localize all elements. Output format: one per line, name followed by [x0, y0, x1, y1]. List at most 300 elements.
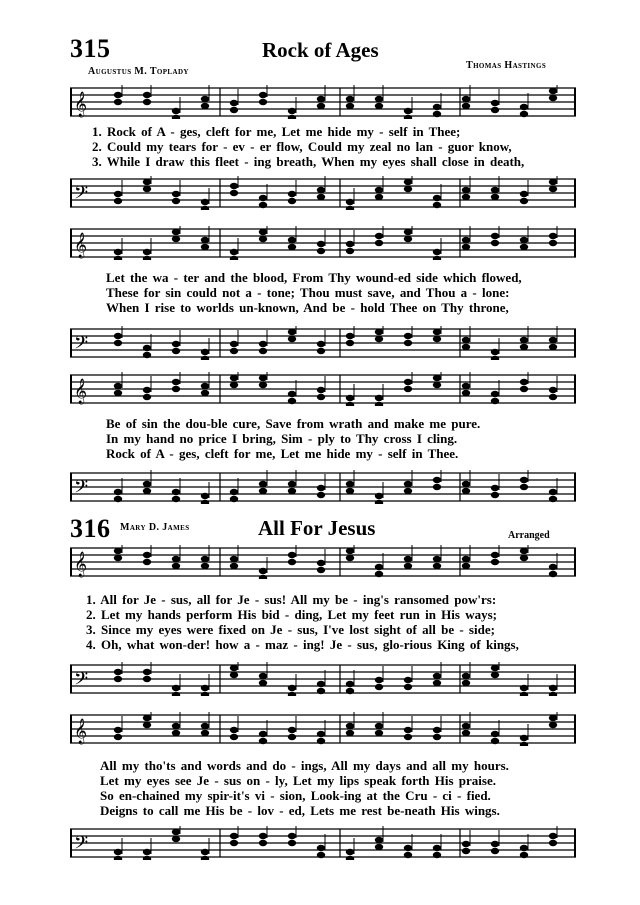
note-head — [201, 237, 209, 243]
note-head — [462, 103, 470, 109]
note-head — [462, 488, 470, 494]
bass-staff-315-1 — [70, 176, 576, 210]
note-head — [462, 680, 470, 686]
note-head — [201, 723, 209, 729]
note-head — [288, 488, 296, 494]
note-head — [143, 669, 151, 675]
note-head — [172, 723, 180, 729]
note-head — [549, 496, 557, 502]
note-head — [404, 727, 412, 733]
note-head — [172, 229, 180, 235]
note-head — [317, 248, 325, 254]
note-head — [201, 199, 209, 205]
note-head — [491, 391, 499, 397]
bass-staff-315-3 — [70, 470, 576, 504]
note-head — [114, 92, 122, 98]
note-head — [201, 244, 209, 250]
note-head — [317, 485, 325, 491]
hymn-title-316: All For Jesus — [258, 516, 376, 540]
note-head — [172, 836, 180, 842]
hymn-title-315: Rock of Ages — [262, 38, 379, 62]
note-head — [491, 559, 499, 565]
note-head — [259, 99, 267, 105]
note-head — [404, 734, 412, 740]
note-head — [114, 198, 122, 204]
note-head — [114, 734, 122, 740]
note-head — [404, 556, 412, 562]
note-head — [491, 848, 499, 854]
note-head — [346, 488, 354, 494]
note-head — [172, 829, 180, 835]
note-head — [520, 337, 528, 343]
note-head — [288, 244, 296, 250]
note-head — [520, 852, 528, 858]
note-head — [143, 849, 151, 855]
note-head — [288, 685, 296, 691]
note-head — [201, 390, 209, 396]
note-head — [346, 481, 354, 487]
note-head — [172, 341, 180, 347]
note-head — [491, 107, 499, 113]
treble-staff-315-1 — [70, 85, 576, 119]
note-head — [201, 493, 209, 499]
note-head — [259, 833, 267, 839]
note-head — [404, 684, 412, 690]
lyrics-315-1 — [92, 124, 524, 169]
note-head — [230, 563, 238, 569]
note-head — [404, 186, 412, 192]
note-head — [491, 492, 499, 498]
note-head — [230, 496, 238, 502]
hymn-number-316: 316 — [70, 514, 111, 543]
note-head — [433, 336, 441, 342]
note-head — [520, 111, 528, 117]
note-head — [259, 680, 267, 686]
note-head — [433, 563, 441, 569]
note-head — [433, 734, 441, 740]
note-head — [114, 333, 122, 339]
note-head — [230, 665, 238, 671]
note-head — [433, 680, 441, 686]
note-head — [317, 187, 325, 193]
lyric-line: In my hand no price I bring, Sim - ply to Thy cross I cling. — [106, 431, 458, 446]
note-head — [462, 723, 470, 729]
note-head — [317, 560, 325, 566]
lyrics-315-2 — [106, 270, 522, 315]
note-head — [462, 383, 470, 389]
note-head — [317, 96, 325, 102]
note-head — [549, 571, 557, 577]
note-head — [375, 329, 383, 335]
note-head — [433, 202, 441, 208]
note-head — [433, 484, 441, 490]
treble-staff-316-2 — [70, 712, 576, 746]
note-head — [114, 676, 122, 682]
note-head — [114, 340, 122, 346]
note-head — [375, 395, 383, 401]
lyrics-316-1 — [86, 592, 519, 652]
note-head — [404, 179, 412, 185]
note-head — [462, 344, 470, 350]
note-head — [375, 194, 383, 200]
note-head — [346, 248, 354, 254]
note-head — [520, 244, 528, 250]
note-head — [259, 488, 267, 494]
note-head — [259, 673, 267, 679]
note-head — [462, 96, 470, 102]
note-head — [288, 391, 296, 397]
note-head — [230, 489, 238, 495]
lyrics-316-2 — [100, 758, 509, 818]
note-head — [172, 379, 180, 385]
note-head — [520, 379, 528, 385]
note-head — [114, 489, 122, 495]
note-head — [201, 849, 209, 855]
clef-icon: 𝄞 — [74, 719, 88, 744]
note-head — [172, 198, 180, 204]
note-head — [375, 187, 383, 193]
clef-icon: 𝄞 — [74, 233, 88, 258]
note-head — [404, 236, 412, 242]
note-head — [288, 398, 296, 404]
note-head — [549, 240, 557, 246]
note-head — [491, 665, 499, 671]
note-head — [114, 383, 122, 389]
note-head — [375, 677, 383, 683]
note-head — [230, 341, 238, 347]
note-head — [375, 103, 383, 109]
note-head — [375, 233, 383, 239]
note-head — [317, 241, 325, 247]
note-head — [520, 685, 528, 691]
note-head — [114, 727, 122, 733]
note-head — [259, 738, 267, 744]
note-head — [114, 249, 122, 255]
note-head — [433, 727, 441, 733]
note-head — [288, 734, 296, 740]
note-head — [462, 337, 470, 343]
note-head — [375, 571, 383, 577]
note-head — [549, 840, 557, 846]
hymn-number-315: 315 — [70, 34, 111, 63]
bass-staff-315-2 — [70, 326, 576, 360]
note-head — [201, 349, 209, 355]
note-head — [520, 344, 528, 350]
note-head — [259, 382, 267, 388]
note-head — [317, 731, 325, 737]
note-head — [520, 104, 528, 110]
note-head — [346, 548, 354, 554]
note-head — [288, 329, 296, 335]
note-head — [288, 840, 296, 846]
lyric-line: When I rise to worlds un-known, And be - hold Thee on Thy throne, — [106, 300, 509, 315]
note-head — [143, 481, 151, 487]
note-head — [143, 722, 151, 728]
bass-staff-316-2 — [70, 826, 576, 860]
note-head — [433, 477, 441, 483]
lyric-line: 3. While I draw this fleet - ing breath, When my eyes shall close in death, — [92, 154, 525, 169]
note-head — [404, 488, 412, 494]
note-head — [114, 669, 122, 675]
note-head — [230, 727, 238, 733]
treble-staff-315-2 — [70, 226, 576, 260]
note-head — [114, 390, 122, 396]
note-head — [230, 249, 238, 255]
note-head — [259, 375, 267, 381]
note-head — [404, 386, 412, 392]
bass-staff-316-1 — [70, 662, 576, 696]
note-head — [462, 187, 470, 193]
note-head — [433, 382, 441, 388]
treble-staff-316-1 — [70, 545, 576, 579]
note-head — [172, 348, 180, 354]
note-head — [491, 187, 499, 193]
lyric-line: All my tho'ts and words and do - ings, All my days and all my hours. — [100, 758, 509, 773]
note-head — [433, 104, 441, 110]
hymn-author-316: Mary D. James — [120, 522, 190, 533]
note-head — [346, 103, 354, 109]
clef-icon: 𝄞 — [74, 379, 88, 404]
note-head — [114, 548, 122, 554]
lyric-line: 1. Rock of A - ges, cleft for me, Let me hide my - self in Thee; — [92, 124, 461, 139]
note-head — [433, 195, 441, 201]
note-head — [491, 233, 499, 239]
note-head — [143, 352, 151, 358]
note-head — [317, 103, 325, 109]
clef-icon: 𝄢 — [74, 833, 89, 858]
note-head — [462, 237, 470, 243]
note-head — [114, 191, 122, 197]
note-head — [114, 496, 122, 502]
note-head — [346, 395, 354, 401]
note-head — [288, 237, 296, 243]
note-head — [375, 336, 383, 342]
note-head — [549, 564, 557, 570]
clef-icon: 𝄞 — [74, 92, 88, 117]
note-head — [346, 199, 354, 205]
treble-staff-315-3 — [70, 372, 576, 406]
note-head — [462, 244, 470, 250]
note-head — [317, 492, 325, 498]
note-head — [259, 341, 267, 347]
lyric-line: Rock of A - ges, cleft for me, Let me hide my - self in Thee. — [106, 446, 459, 461]
note-head — [520, 845, 528, 851]
note-head — [549, 233, 557, 239]
note-head — [259, 195, 267, 201]
note-head — [259, 348, 267, 354]
note-head — [375, 96, 383, 102]
lyric-line: Let the wa - ter and the blood, From Thy wound-ed side which flowed, — [106, 270, 522, 285]
note-head — [491, 194, 499, 200]
note-head — [462, 563, 470, 569]
note-head — [549, 337, 557, 343]
note-head — [433, 845, 441, 851]
note-head — [520, 477, 528, 483]
note-head — [143, 99, 151, 105]
note-head — [317, 194, 325, 200]
note-head — [201, 730, 209, 736]
note-head — [230, 183, 238, 189]
note-head — [172, 386, 180, 392]
note-head — [201, 96, 209, 102]
note-head — [433, 852, 441, 858]
note-head — [491, 240, 499, 246]
note-head — [288, 833, 296, 839]
note-head — [288, 198, 296, 204]
note-head — [462, 841, 470, 847]
note-head — [172, 496, 180, 502]
note-head — [259, 229, 267, 235]
note-head — [230, 382, 238, 388]
lyric-line: 1. All for Je - sus, all for Je - sus! All my be - ing's ransomed pow'rs: — [86, 592, 497, 607]
hymn-composer-315: Thomas Hastings — [466, 60, 547, 71]
note-head — [404, 852, 412, 858]
note-head — [433, 329, 441, 335]
note-head — [259, 568, 267, 574]
lyric-line: Deigns to call me His be - lov - ed, Lets me rest be-neath His wings. — [100, 803, 500, 818]
note-head — [404, 481, 412, 487]
note-head — [491, 349, 499, 355]
note-head — [230, 348, 238, 354]
note-head — [230, 833, 238, 839]
note-head — [491, 738, 499, 744]
lyric-line: Let my eyes see Je - sus on - ly, Let my lips speak forth His praise. — [100, 773, 496, 788]
note-head — [404, 229, 412, 235]
note-head — [462, 481, 470, 487]
note-head — [404, 333, 412, 339]
note-head — [375, 240, 383, 246]
note-head — [317, 852, 325, 858]
note-head — [491, 485, 499, 491]
note-head — [172, 236, 180, 242]
lyrics-315-3 — [106, 416, 480, 461]
clef-icon: 𝄢 — [74, 477, 89, 502]
note-head — [375, 723, 383, 729]
note-head — [288, 481, 296, 487]
clef-icon: 𝄞 — [74, 552, 88, 577]
note-head — [462, 730, 470, 736]
note-head — [404, 108, 412, 114]
note-head — [201, 103, 209, 109]
note-head — [404, 563, 412, 569]
note-head — [549, 95, 557, 101]
note-head — [346, 96, 354, 102]
lyric-line: 2. Let my hands perform His bid - ding, Let my feet run in His ways; — [86, 607, 497, 622]
note-head — [143, 715, 151, 721]
note-head — [259, 236, 267, 242]
note-head — [114, 99, 122, 105]
note-head — [143, 676, 151, 682]
note-head — [346, 688, 354, 694]
note-head — [172, 489, 180, 495]
note-head — [143, 92, 151, 98]
note-head — [404, 845, 412, 851]
note-head — [230, 672, 238, 678]
note-head — [404, 379, 412, 385]
note-head — [230, 375, 238, 381]
note-head — [259, 840, 267, 846]
note-head — [433, 249, 441, 255]
note-head — [317, 681, 325, 687]
note-head — [433, 556, 441, 562]
note-head — [143, 179, 151, 185]
note-head — [549, 715, 557, 721]
note-head — [520, 735, 528, 741]
note-head — [433, 673, 441, 679]
lyric-line: 2. Could my tears for - ev - er flow, Could my zeal no lan - guor know, — [92, 139, 512, 154]
note-head — [259, 731, 267, 737]
note-head — [114, 555, 122, 561]
note-head — [491, 731, 499, 737]
note-head — [491, 100, 499, 106]
note-head — [317, 387, 325, 393]
note-head — [520, 386, 528, 392]
note-head — [346, 241, 354, 247]
note-head — [143, 345, 151, 351]
lyric-line: So en-chained my spir-it's vi - sion, Look-ing at the Cru - ci - fied. — [100, 788, 491, 803]
note-head — [259, 481, 267, 487]
note-head — [375, 684, 383, 690]
lyric-line: These for sin could not a - tone; Thou must save, and Thou a - lone: — [106, 285, 510, 300]
note-head — [143, 394, 151, 400]
note-head — [462, 390, 470, 396]
note-head — [520, 555, 528, 561]
note-head — [462, 673, 470, 679]
note-head — [172, 563, 180, 569]
note-head — [317, 567, 325, 573]
note-head — [317, 688, 325, 694]
note-head — [520, 237, 528, 243]
note-head — [288, 552, 296, 558]
note-head — [520, 198, 528, 204]
note-head — [172, 685, 180, 691]
note-head — [549, 722, 557, 728]
note-head — [549, 489, 557, 495]
note-head — [230, 107, 238, 113]
note-head — [143, 552, 151, 558]
note-head — [346, 333, 354, 339]
note-head — [288, 559, 296, 565]
note-head — [201, 563, 209, 569]
note-head — [549, 387, 557, 393]
note-head — [520, 484, 528, 490]
lyric-line: 3. Since my eyes were fixed on Je - sus, I've lost sight of all be - side; — [86, 622, 495, 637]
note-head — [288, 727, 296, 733]
note-head — [375, 493, 383, 499]
note-head — [491, 841, 499, 847]
note-head — [433, 111, 441, 117]
note-head — [404, 340, 412, 346]
note-head — [259, 92, 267, 98]
lyric-line: Be of sin the dou-ble cure, Save from wrath and make me pure. — [106, 416, 481, 431]
note-head — [143, 387, 151, 393]
note-head — [172, 191, 180, 197]
hymn-author-315: Augustus M. Toplady — [88, 66, 189, 77]
note-head — [549, 186, 557, 192]
note-head — [491, 672, 499, 678]
note-head — [201, 685, 209, 691]
note-head — [520, 191, 528, 197]
note-head — [462, 556, 470, 562]
note-head — [288, 191, 296, 197]
note-head — [114, 849, 122, 855]
note-head — [259, 202, 267, 208]
note-head — [230, 840, 238, 846]
note-head — [462, 848, 470, 854]
note-head — [143, 186, 151, 192]
note-head — [143, 488, 151, 494]
note-head — [201, 556, 209, 562]
